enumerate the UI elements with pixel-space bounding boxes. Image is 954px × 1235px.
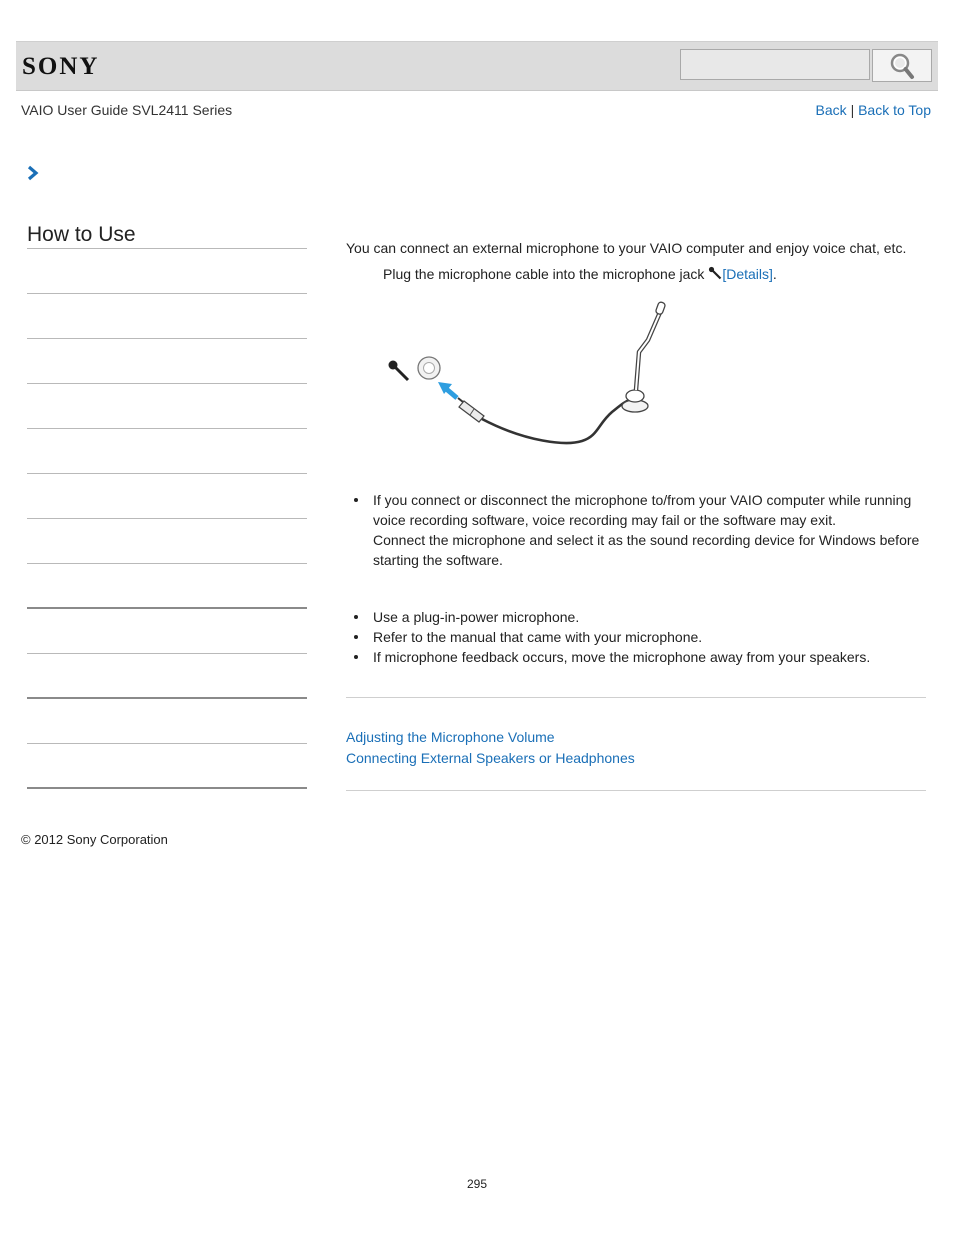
- related-link-speakers-headphones[interactable]: Connecting External Speakers or Headphones: [346, 750, 635, 766]
- step-1: [383, 264, 777, 284]
- sidebar-item[interactable]: [27, 699, 307, 744]
- sidebar-item[interactable]: [27, 384, 307, 429]
- note-line-2: Connect the microphone and select it as the sound recording device for Windows before starting the software.: [373, 532, 920, 568]
- insert-arrow: [438, 382, 457, 398]
- list-item: If microphone feedback occurs, move the microphone away from your speakers.: [373, 649, 871, 665]
- related-divider-top: [346, 697, 926, 698]
- site-header: [16, 41, 938, 91]
- back-link[interactable]: Back: [815, 102, 847, 118]
- sidebar-item[interactable]: [27, 654, 307, 699]
- back-to-top-link[interactable]: Back to Top: [858, 102, 931, 118]
- list-item: Refer to the manual that came with your microphone.: [373, 627, 870, 647]
- sidebar-item[interactable]: [27, 609, 307, 654]
- sony-logo: SONY: [22, 53, 100, 80]
- magnifier-icon: [888, 52, 916, 80]
- page-number: 295: [466, 1177, 488, 1191]
- sidebar-item[interactable]: [27, 564, 307, 609]
- details-link[interactable]: [Details]: [722, 266, 773, 282]
- microphone-connection-illustration: [386, 300, 686, 450]
- sidebar-title: How to Use: [27, 222, 307, 249]
- guide-title: VAIO User Guide SVL2411 Series: [21, 102, 233, 118]
- sidebar-item[interactable]: [27, 429, 307, 474]
- notes-section: [346, 490, 926, 570]
- sidebar: [27, 222, 307, 789]
- intro-text: You can connect an external microphone to your VAIO computer and enjoy voice chat, etc.: [346, 240, 907, 256]
- microphone-jack-symbol: [389, 361, 409, 381]
- copyright: © 2012 Sony Corporation: [21, 832, 168, 847]
- search-input[interactable]: [680, 49, 870, 80]
- hints-list: [346, 607, 870, 667]
- breadcrumb[interactable]: [26, 165, 40, 184]
- list-item: [373, 490, 926, 570]
- step-end: .: [772, 266, 777, 282]
- list-item: Use a plug-in-power microphone.: [373, 607, 870, 627]
- microphone-jack-icon: [708, 266, 722, 280]
- top-nav-links: [816, 102, 931, 118]
- notes-list: [346, 490, 926, 570]
- sidebar-item[interactable]: [27, 474, 307, 519]
- step-text: Plug the microphone cable into the microphone jack: [383, 266, 705, 282]
- link-separator: |: [850, 102, 855, 118]
- hints-section: [346, 607, 870, 667]
- chevron-right-icon: [26, 165, 40, 181]
- sidebar-item[interactable]: [27, 744, 307, 789]
- note-line-1: If you connect or disconnect the microphone to/from your VAIO computer while running voice recording software, voice recording may fail or the software may exit.: [373, 492, 912, 528]
- sidebar-item[interactable]: [27, 294, 307, 339]
- sidebar-item[interactable]: [27, 519, 307, 564]
- related-topics: [346, 727, 635, 769]
- search-button[interactable]: [872, 49, 932, 82]
- related-divider-bottom: [346, 790, 926, 791]
- sidebar-item[interactable]: [27, 339, 307, 384]
- microphone-plug: [458, 398, 484, 422]
- sidebar-item[interactable]: [27, 249, 307, 294]
- related-link-microphone-volume[interactable]: Adjusting the Microphone Volume: [346, 729, 555, 745]
